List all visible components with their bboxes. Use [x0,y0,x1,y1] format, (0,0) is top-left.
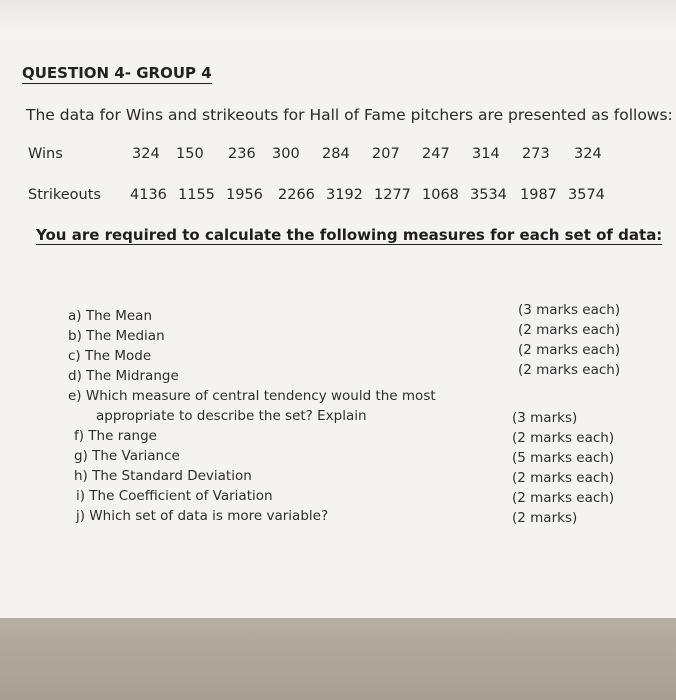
wins-value: 150 [176,146,204,162]
wins-value: 207 [372,146,400,162]
wins-value: 273 [522,146,550,162]
marks-label: (2 marks each) [518,362,621,378]
question-heading: QUESTION 4- GROUP 4 [22,64,212,82]
strikeouts-value: 1277 [374,187,411,203]
strikeouts-value: 2266 [278,187,315,203]
strikeouts-value: 4136 [130,187,167,203]
strikeouts-value: 3534 [470,187,507,203]
strikeouts-value: 3574 [568,187,605,203]
marks-label: (3 marks) [512,410,578,426]
list-item: f) The range [74,428,157,444]
marks-column-top [518,300,620,380]
wins-value: 300 [272,146,300,162]
list-item: b) The Median [68,328,165,344]
marks-column-bottom [512,408,614,528]
wins-value: 324 [132,146,160,162]
wins-value: 247 [422,146,450,162]
strikeouts-value: 1155 [178,187,215,203]
measures-list [68,306,508,526]
strikeouts-value: 1068 [422,187,459,203]
question-intro: The data for Wins and strikeouts for Hall of Fame pitchers are presented as follows: [26,106,673,124]
marks-label: (2 marks each) [512,430,615,446]
marks-label: (3 marks each) [518,302,621,318]
strikeouts-label: Strikeouts [28,187,101,203]
wins-value: 314 [472,146,500,162]
wins-value: 324 [574,146,602,162]
wins-value: 236 [228,146,256,162]
marks-label: (2 marks each) [518,322,621,338]
list-item: h) The Standard Deviation [74,468,252,484]
strikeouts-value: 3192 [326,187,363,203]
marks-label: (2 marks each) [518,342,621,358]
strikeouts-value: 1987 [520,187,557,203]
list-item: c) The Mode [68,348,152,364]
wins-label: Wins [28,146,63,162]
list-item: d) The Midrange [68,368,179,384]
list-item: g) The Variance [74,448,180,464]
table-surface [0,618,676,700]
background-top [0,0,676,38]
marks-label: (2 marks) [512,510,578,526]
instruction-text: You are required to calculate the following measures for each set of data: [36,226,663,244]
marks-label: (5 marks each) [512,450,615,466]
marks-label: (2 marks each) [512,470,615,486]
list-item: a) The Mean [68,308,153,324]
list-item: e) Which measure of central tendency would the most appropriate to describe the set? Explain [68,388,436,424]
list-item: j) Which set of data is more variable? [76,508,329,524]
list-item: i) The Coefficient of Variation [76,488,273,504]
marks-label: (2 marks each) [512,490,615,506]
wins-value: 284 [322,146,350,162]
strikeouts-value: 1956 [226,187,263,203]
